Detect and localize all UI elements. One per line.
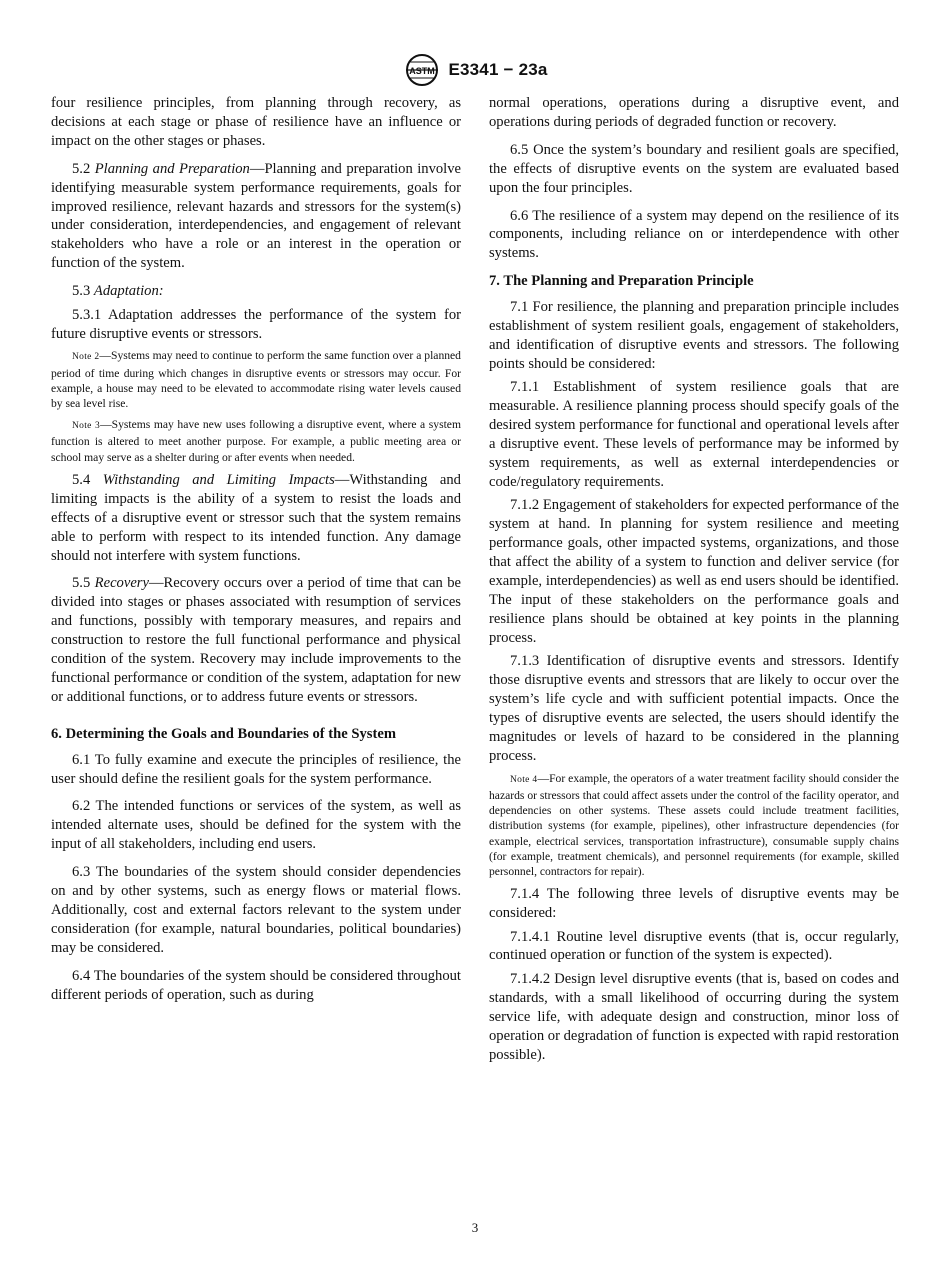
section-6-2: 6.2 The intended functions or services of the system, as well as intended alternate uses, should be defined for the system with the input of all stakeholders, including end users. xyxy=(51,798,461,853)
section-6-4: 6.4 The boundaries of the system should be considered throughout different periods of operation, such as during xyxy=(51,967,461,1003)
section-5-2: 5.2 Planning and Preparation—Planning and preparation involve identifying measurable system performance requirements, goals for improved resilience, relevant hazards and stressors for the system(s) under consideration, interdependencies, and engagement of relevant stakeholders who have a role or an interest in the operation or function of the system. xyxy=(51,160,461,272)
page-header xyxy=(0,50,950,90)
logo-text: ASTM xyxy=(409,66,436,76)
section-7-1: 7.1 For resilience, the planning and preparation principle includes establishment of system resilient goals, engagement of stakeholders, and identification of disruptive events and stressors. The following points should be considered: xyxy=(489,299,899,372)
section-5-3: 5.3 Adaptation: xyxy=(72,283,164,300)
section-5-5-title: Recovery xyxy=(94,575,149,592)
section-5-3-title: Adaptation: xyxy=(93,283,164,300)
section-7-heading: 7. The Planning and Preparation Principle xyxy=(489,273,754,290)
section-7-1-2: 7.1.2 Engagement of stakeholders for expected performance of the system at hand. In planning for system resilience and meeting performance goals, other impacted systems, organizations, and those that affect the ability of a system to function and deliver service (for example, interdependencies) as well as end users should be identified. The input of these stakeholders on the performance goals and resilience plans should be obtained at key points in the planning process. xyxy=(489,497,900,646)
section-5-4-title: Withstanding and Limiting Impacts xyxy=(102,471,335,488)
section-7-1-4-1: 7.1.4.1 Routine level disruptive events (that is, occur regularly, continued operation or function of the system is expected). xyxy=(489,928,899,964)
section-7-1-4-2: 7.1.4.2 Design level disruptive events (that is, based on codes and standards, with a small likelihood of occurring during the system service life, with adequate design and construction, minor loss of operation or degradation of function is expected with rapid restoration possible). xyxy=(489,970,899,1063)
paragraph-continued-right: normal operations, operations during a disruptive event, and operations during periods of degraded function or recovery. xyxy=(489,95,899,130)
note-4: Note 4—For example, the operators of a water treatment facility should consider the hazards or stressors that could affect assets under the control of the facility operator, and dependencies on other systems. These assets could include treatment facilities, distribution systems (for example, pipelines), other infrastructure dependencies (for example, electrical services, transportation infrastructure), consumable supply chains (for example, treatment chemicals), and personnel requirements (for example, skilled personnel, contractors for repair). xyxy=(489,771,899,878)
section-5-3-1: 5.3.1 Adaptation addresses the performance of the system for future disruptive events or stressors. xyxy=(51,306,461,342)
section-6-5: 6.5 Once the system’s boundary and resilient goals are specified, the effects of disruptive events on the system are evaluated based upon the four principles. xyxy=(489,141,899,196)
section-7-1-4: 7.1.4 The following three levels of disruptive events may be considered: xyxy=(489,886,899,922)
section-7-1-3: 7.1.3 Identification of disruptive events and stressors. Identify those disruptive events and stressors that are likely to occur over the system’s life cycle and with sufficient potential impacts. Once the types of disruptive events are selected, the users should identify the magnitudes or levels of hazard to be considered in the planning process. xyxy=(489,653,899,764)
page-number: 3 xyxy=(471,1220,479,1235)
note-3: Note 3—Systems may have new uses following a disruptive event, where a system function is altered to meet another purpose. For example, a public meeting area or school may serve as a shelter during or after events when needed. xyxy=(51,418,461,464)
section-5-5: 5.5 Recovery—Recovery occurs over a period of time that can be divided into stages or phases associated with resumption of services and functions, possibly with temporary measures, and repairs and construction to restore the full functional performance and physical condition of the system. Recovery may include improvements to the functional performance or condition of the system, adaptation for new or additional functions, or to address future events or stressors. xyxy=(51,575,461,705)
left-column xyxy=(51,94,461,1009)
section-6-1: 6.1 To fully examine and execute the principles of resilience, the user should define the resilient goals for the system performance. xyxy=(51,751,461,787)
section-6-3: 6.3 The boundaries of the system should consider dependencies on and by other systems, such as energy flows or material flows. Additionally, cost and external factors relevant to the system under consideration (for example, natural boundaries, political boundaries) may be considered. xyxy=(51,864,461,956)
section-7-1-1: 7.1.1 Establishment of system resilience goals that are measurable. A resilience planning process should specify goals of the desired system performance for functional and operational levels after a disruptive event. These levels of performance may be informed by system requirements, as well as external interdependencies or code/regulatory requirements. xyxy=(489,379,899,490)
section-6-heading: 6. Determining the Goals and Boundaries of the System xyxy=(51,725,396,742)
section-5-4: 5.4 Withstanding and Limiting Impacts—Withstanding and limiting impacts is the ability of a system to resist the loads and effects of a disruptive event or stressor such that the system remains able to perform with respect to its intended function. Any damage should not interfere with system functions. xyxy=(51,471,461,564)
right-column xyxy=(489,94,899,1069)
section-5-2-title: Planning and Preparation xyxy=(94,160,250,177)
section-6-6: 6.6 The resilience of a system may depend on the resilience of its components, including reliance on or interdependence with other systems. xyxy=(489,207,899,262)
astm-logo-icon xyxy=(402,52,442,88)
paragraph-continued: four resilience principles, from planning through recovery, as decisions at each stage or phase of resilience have an influence or impact on the other stages or phases. xyxy=(51,95,461,149)
document-id: E3341 − 23a xyxy=(448,60,548,79)
note-2: Note 2—Systems may need to continue to perform the same function over a planned period of time during which changes in disruptive events or stressors may occur. For example, a house may need to be elevated to accommodate rising water levels caused by sea level rise. xyxy=(51,349,461,411)
